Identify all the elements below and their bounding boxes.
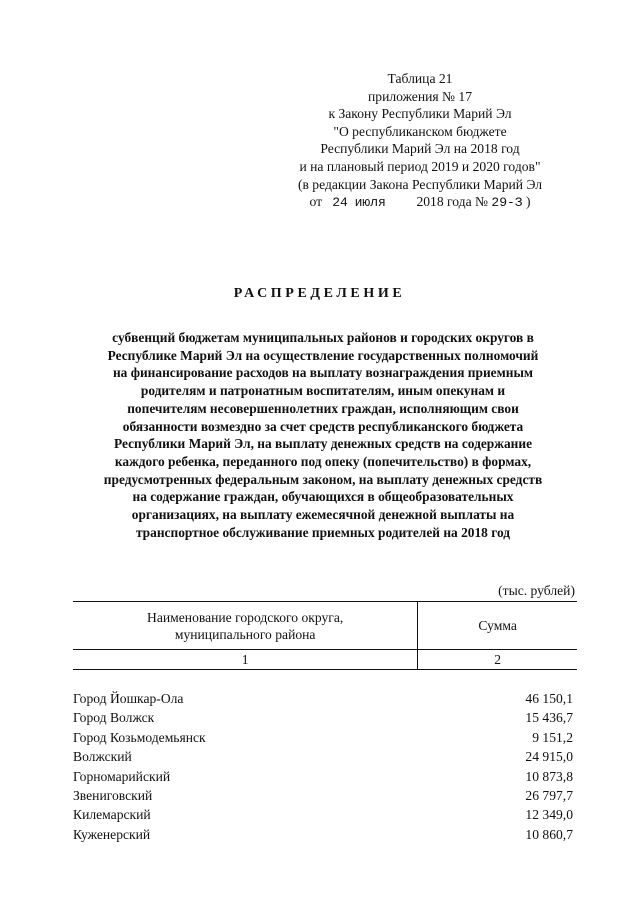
row-name: Звениговский <box>73 788 153 804</box>
subtitle-line: на содержание граждан, обучающихся в общеобразовательных <box>132 489 514 505</box>
row-value: 9 151,2 <box>532 729 573 745</box>
header-law-title-1: "О республиканском бюджете <box>333 123 507 139</box>
table-row <box>73 805 577 824</box>
header-date-line <box>250 193 590 212</box>
document-header <box>250 70 590 212</box>
subtitle-line: каждого ребенка, переданного под опеку (попечительство) в формах, <box>114 453 532 469</box>
date-day: 24 <box>332 195 348 211</box>
column-header-sum: Сумма <box>418 602 577 650</box>
row-name: Куженерский <box>73 826 151 842</box>
units-label: (тыс. рублей) <box>498 583 575 598</box>
row-name: Город Волжск <box>73 710 155 726</box>
row-value: 46 150,1 <box>525 691 573 706</box>
subtitle-line: транспортное обслуживание приемных родителей на 2018 год <box>135 524 511 540</box>
table-row <box>73 708 577 727</box>
table-row <box>73 825 577 844</box>
date-close: ) <box>526 194 531 210</box>
row-value: 24 915,0 <box>525 749 573 765</box>
table-row <box>73 728 577 747</box>
table-row <box>73 689 577 708</box>
distribution-table-body <box>73 689 577 844</box>
row-value: 10 860,7 <box>525 826 573 842</box>
subtitle-line: предусмотренных федеральным законом, на выплату денежных средств <box>103 471 543 487</box>
row-value: 10 873,8 <box>525 768 573 784</box>
column-header-name <box>73 602 418 650</box>
table-row <box>73 786 577 805</box>
row-value: 12 349,0 <box>525 807 573 823</box>
subtitle-line: субвенций бюджетам муниципальных районов и городских округов в <box>112 330 534 345</box>
document-title: РАСПРЕДЕЛЕНИЕ <box>233 286 406 301</box>
column-number-2: 2 <box>418 650 577 670</box>
header-law-ref: к Закону Республики Марий Эл <box>328 106 512 122</box>
header-edition: (в редакции Закона Республики Марий Эл <box>297 176 543 192</box>
subtitle-line: попечителям несовершеннолетних граждан, исполняющим свои <box>127 400 519 416</box>
subtitle-line: Республики Марий Эл, на выплату денежных средств на содержание <box>113 436 533 452</box>
row-name: Волжский <box>73 749 132 765</box>
table-row <box>73 767 577 786</box>
date-month: июля <box>354 195 386 211</box>
column-header-name-line1: Наименование городского округа, <box>147 609 344 625</box>
row-name: Город Йошкар-Ола <box>73 691 184 706</box>
row-name: Город Козьмодемьянск <box>73 729 206 745</box>
subtitle-line: обязанности возмездно за счет средств республиканского бюджета <box>122 418 524 434</box>
header-law-title-2: Республики Марий Эл на 2018 год <box>320 141 520 157</box>
subtitle-line: на финансирование расходов на выплату вознаграждения приемным <box>112 365 534 381</box>
subtitle-line: родителям и патронатным воспитателям, иным опекунам и <box>140 383 506 399</box>
header-table-number: Таблица 21 <box>387 71 453 86</box>
date-from: от <box>309 194 323 210</box>
column-header-name-line2: муниципального района <box>174 626 316 642</box>
subtitle-line: Республике Марий Эл на осуществление государственных полномочий <box>107 347 539 363</box>
header-law-title-3: и на плановый период 2019 и 2020 годов" <box>299 158 541 174</box>
row-name: Горномарийский <box>73 768 171 784</box>
date-number: 29-З <box>491 195 523 211</box>
row-value: 26 797,7 <box>525 788 573 804</box>
header-appendix: приложения № 17 <box>368 88 472 104</box>
table-row <box>73 747 577 766</box>
row-value: 15 436,7 <box>525 710 573 726</box>
column-number-1: 1 <box>73 650 418 670</box>
subtitle-line: организациях, на выплату ежемесячной денежной выплаты на <box>131 507 515 523</box>
date-year: 2018 года № <box>416 194 488 210</box>
distribution-table-header <box>73 601 577 670</box>
row-name: Килемарский <box>73 807 151 823</box>
document-subtitle <box>68 329 578 541</box>
